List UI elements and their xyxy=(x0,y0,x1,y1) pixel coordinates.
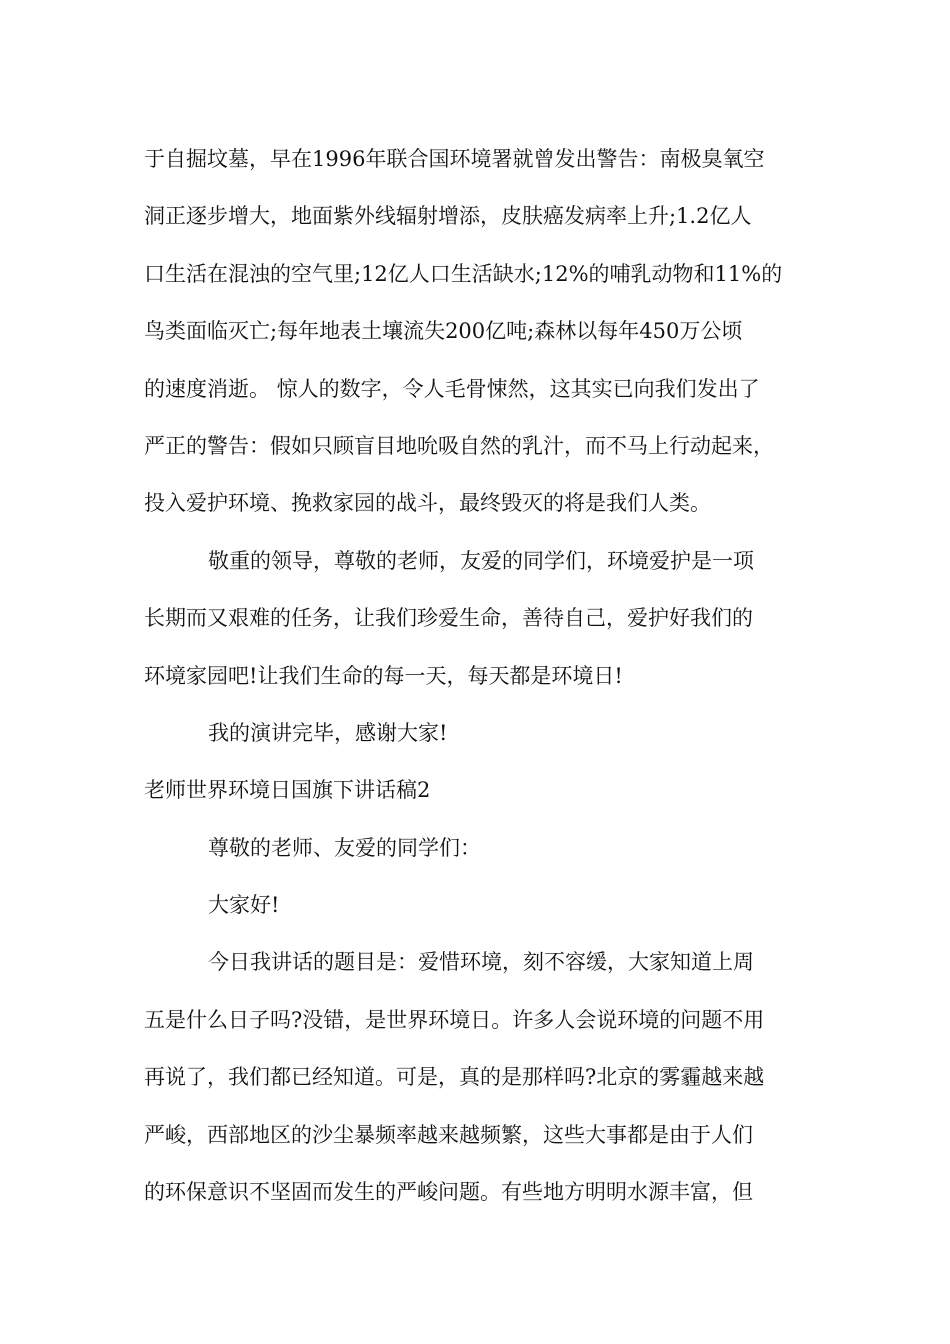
text-line: 洞正逐步增大，地面紫外线辐射增添，皮肤癌发病率上升;1.2亿人 xyxy=(144,204,752,229)
text-line: 严正的警告：假如只顾盲目地吮吸自然的乳汁，而不马上行动起来， xyxy=(144,433,774,458)
greeting-line: 大家好! xyxy=(208,893,280,918)
closing-line: 我的演讲完毕，感谢大家! xyxy=(208,720,448,745)
text-line: 口生活在混浊的空气里;12亿人口生活缺水;12%的哺乳动物和11%的 xyxy=(144,261,783,286)
text-line: 严峻，西部地区的沙尘暴频率越来越频繁，这些大事都是由于人们 xyxy=(144,1122,753,1147)
text-line: 五是什么日子吗?没错，是世界环境日。许多人会说环境的问题不用 xyxy=(144,1007,765,1032)
document-body xyxy=(144,131,824,1221)
salutation-line: 尊敬的老师、友爱的同学们： xyxy=(208,835,481,860)
text-line: 环境家园吧!让我们生命的每一天，每天都是环境日! xyxy=(144,663,623,688)
text-line: 长期而又艰难的任务，让我们珍爱生命，善待自己，爱护好我们的 xyxy=(144,606,753,631)
section-heading: 老师世界环境日国旗下讲话稿2 xyxy=(144,778,431,803)
text-line: 于自掘坟墓，早在1996年联合国环境署就曾发出警告：南极臭氧空 xyxy=(144,147,765,171)
text-line: 鸟类面临灭亡;每年地表土壤流失200亿吨;森林以每年450万公顷 xyxy=(144,319,743,344)
paragraph-start-line: 敬重的领导，尊敬的老师，友爱的同学们，环境爱护是一项 xyxy=(208,548,754,573)
text-line: 的环保意识不坚固而发生的严峻问题。有些地方明明水源丰富，但 xyxy=(144,1180,753,1205)
paragraph-start-line: 今日我讲话的题目是：爱惜环境，刻不容缓，大家知道上周 xyxy=(208,950,754,975)
text-line: 的速度消逝。 惊人的数字，令人毛骨悚然，这其实已向我们发出了 xyxy=(144,376,760,401)
text-line: 再说了，我们都已经知道。可是，真的是那样吗?北京的雾霾越来越 xyxy=(144,1065,765,1090)
text-line: 投入爱护环境、挽救家园的战斗，最终毁灭的将是我们人类。 xyxy=(144,491,711,516)
